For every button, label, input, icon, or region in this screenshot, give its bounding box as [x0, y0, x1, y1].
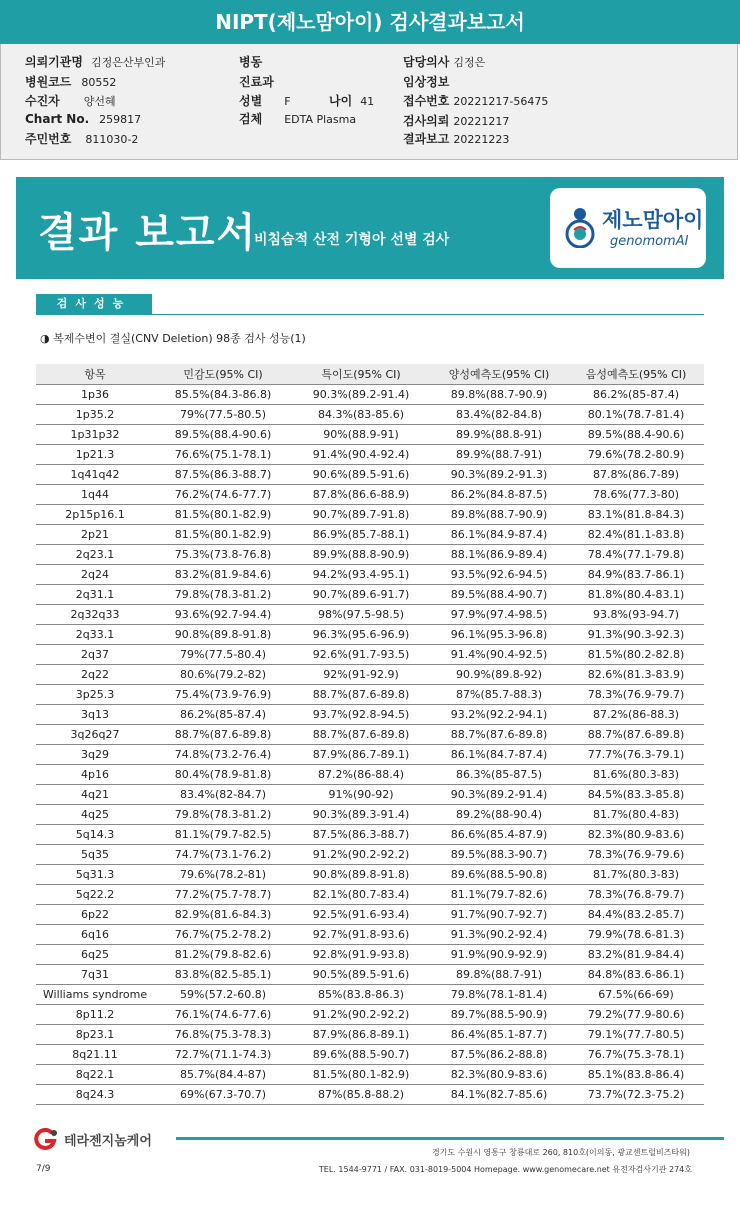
- cell-ppv: 90.3%(89.2-91.3): [430, 465, 568, 485]
- cell-npv: 79.9%(78.6-81.3): [568, 925, 704, 945]
- field-label: Chart No.: [25, 112, 90, 126]
- cell-sensitivity: 80.6%(79.2-82): [154, 665, 292, 685]
- field-value: 김정은: [453, 56, 486, 69]
- cell-npv: 78.3%(76.9-79.7): [568, 685, 704, 705]
- cell-specificity: 91.2%(90.2-92.2): [292, 845, 430, 865]
- cell-sensitivity: 74.8%(73.2-76.4): [154, 745, 292, 765]
- field-request-date: [403, 112, 509, 129]
- cell-npv: 88.7%(87.6-89.8): [568, 725, 704, 745]
- cell-npv: 84.4%(83.2-85.7): [568, 905, 704, 925]
- table-row: [36, 685, 704, 705]
- cell-ppv: 82.3%(80.9-83.6): [430, 1065, 568, 1085]
- cell-item: 1q44: [36, 485, 154, 505]
- cell-specificity: 92.8%(91.9-93.8): [292, 945, 430, 965]
- performance-table: [36, 364, 704, 1105]
- cell-sensitivity: 76.8%(75.3-78.3): [154, 1025, 292, 1045]
- cell-npv: 84.9%(83.7-86.1): [568, 565, 704, 585]
- banner-title: 결과 보고서: [38, 210, 258, 256]
- cell-npv: 81.6%(80.3-83): [568, 765, 704, 785]
- cell-ppv: 88.1%(86.9-89.4): [430, 545, 568, 565]
- cell-item: 8q22.1: [36, 1065, 154, 1085]
- cell-ppv: 93.2%(92.2-94.1): [430, 705, 568, 725]
- cell-sensitivity: 79.6%(78.2-81): [154, 865, 292, 885]
- table-row: [36, 425, 704, 445]
- cell-ppv: 90.9%(89.8-92): [430, 665, 568, 685]
- field-label: 담당의사: [403, 55, 450, 69]
- table-row: [36, 1025, 704, 1045]
- table-row: [36, 1065, 704, 1085]
- cell-npv: 76.7%(75.3-78.1): [568, 1045, 704, 1065]
- cell-npv: 83.2%(81.9-84.4): [568, 945, 704, 965]
- cell-sensitivity: 75.3%(73.8-76.8): [154, 545, 292, 565]
- cell-ppv: 86.6%(85.4-87.9): [430, 825, 568, 845]
- cell-specificity: 82.1%(80.7-83.4): [292, 885, 430, 905]
- cell-ppv: 90.3%(89.2-91.4): [430, 785, 568, 805]
- cell-specificity: 90%(88.9-91): [292, 425, 430, 445]
- cell-sensitivity: 87.5%(86.3-88.7): [154, 465, 292, 485]
- table-row: [36, 825, 704, 845]
- cell-ppv: 96.1%(95.3-96.8): [430, 625, 568, 645]
- col-header-npv: 음성예측도(95% CI): [568, 364, 704, 385]
- cell-ppv: 91.4%(90.4-92.5): [430, 645, 568, 665]
- cell-specificity: 87%(85.8-88.2): [292, 1085, 430, 1105]
- table-header-row: [36, 364, 704, 385]
- cell-item: 8q24.3: [36, 1085, 154, 1105]
- cell-sensitivity: 69%(67.3-70.7): [154, 1085, 292, 1105]
- table-row: [36, 445, 704, 465]
- cell-specificity: 94.2%(93.4-95.1): [292, 565, 430, 585]
- col-header-sensitivity: 민감도(95% CI): [154, 364, 292, 385]
- banner-subtitle: 비침습적 산전 기형아 선별 검사: [254, 232, 450, 248]
- cell-specificity: 90.3%(89.2-91.4): [292, 385, 430, 405]
- field-department: [239, 73, 282, 90]
- field-hospital-code: [25, 73, 116, 90]
- cell-specificity: 87.5%(86.3-88.7): [292, 825, 430, 845]
- report-title: NIPT(제노맘아이) 검사결과보고서: [0, 0, 740, 44]
- cell-ppv: 93.5%(92.6-94.5): [430, 565, 568, 585]
- page-number: 7/9: [36, 1164, 51, 1174]
- cell-npv: 78.4%(77.1-79.8): [568, 545, 704, 565]
- cell-item: 6q25: [36, 945, 154, 965]
- table-row: [36, 745, 704, 765]
- cell-item: 2p15p16.1: [36, 505, 154, 525]
- cell-item: 5q35: [36, 845, 154, 865]
- cell-item: 2p21: [36, 525, 154, 545]
- cell-specificity: 91%(90-92): [292, 785, 430, 805]
- g-logo-icon: [30, 1128, 60, 1150]
- cell-specificity: 89.9%(88.8-90.9): [292, 545, 430, 565]
- cell-item: 8q21.11: [36, 1045, 154, 1065]
- cell-specificity: 93.7%(92.8-94.5): [292, 705, 430, 725]
- table-row: [36, 585, 704, 605]
- field-value: 811030-2: [85, 133, 139, 146]
- cell-specificity: 90.7%(89.6-91.7): [292, 585, 430, 605]
- col-header-specificity: 특이도(95% CI): [292, 364, 430, 385]
- cell-specificity: 87.2%(86-88.4): [292, 765, 430, 785]
- cell-specificity: 92%(91-92.9): [292, 665, 430, 685]
- cell-sensitivity: 76.1%(74.6-77.6): [154, 1005, 292, 1025]
- cell-specificity: 92.6%(91.7-93.5): [292, 645, 430, 665]
- cell-item: 8p11.2: [36, 1005, 154, 1025]
- cell-ppv: 86.1%(84.9-87.4): [430, 525, 568, 545]
- table-row: [36, 1085, 704, 1105]
- cell-npv: 87.8%(86.7-89): [568, 465, 704, 485]
- cell-specificity: 86.9%(85.7-88.1): [292, 525, 430, 545]
- cell-item: 2q22: [36, 665, 154, 685]
- table-row: [36, 785, 704, 805]
- cell-npv: 84.5%(83.3-85.8): [568, 785, 704, 805]
- cell-item: 1p36: [36, 385, 154, 405]
- cell-npv: 81.7%(80.3-83): [568, 865, 704, 885]
- cell-item: 1p35.2: [36, 405, 154, 425]
- footer-address: 경기도 수원시 영통구 창룡대로 260, 810호(이의동, 광교센트럴비즈타워): [431, 1148, 690, 1157]
- cell-item: 5q14.3: [36, 825, 154, 845]
- field-value: 김정은산부인과: [90, 56, 166, 69]
- section-tab: 검사성능: [36, 294, 152, 314]
- field-institution: [25, 53, 165, 70]
- table-row: [36, 545, 704, 565]
- cell-specificity: 88.7%(87.6-89.8): [292, 685, 430, 705]
- table-body: [36, 385, 704, 1105]
- cell-sensitivity: 81.2%(79.8-82.6): [154, 945, 292, 965]
- field-label: 나이: [329, 94, 353, 108]
- cell-sensitivity: 93.6%(92.7-94.4): [154, 605, 292, 625]
- cell-specificity: 91.4%(90.4-92.4): [292, 445, 430, 465]
- cell-ppv: 89.8%(88.7-91): [430, 965, 568, 985]
- cell-item: 7q31: [36, 965, 154, 985]
- table-row: [36, 405, 704, 425]
- cell-sensitivity: 81.5%(80.1-82.9): [154, 525, 292, 545]
- cell-sensitivity: 72.7%(71.1-74.3): [154, 1045, 292, 1065]
- footer-contact: TEL. 1544-9771 / FAX. 031-8019-5004 Homepage. www.genomecare.net 유전자검사기관 274호: [318, 1165, 692, 1174]
- cell-ppv: 91.7%(90.7-92.7): [430, 905, 568, 925]
- cell-ppv: 89.7%(88.5-90.9): [430, 1005, 568, 1025]
- field-value: 양선혜: [83, 95, 116, 108]
- cell-ppv: 91.3%(90.2-92.4): [430, 925, 568, 945]
- cell-npv: 81.8%(80.4-83.1): [568, 585, 704, 605]
- cell-sensitivity: 81.5%(80.1-82.9): [154, 505, 292, 525]
- cell-ppv: 89.5%(88.4-90.7): [430, 585, 568, 605]
- cell-sensitivity: 81.1%(79.7-82.5): [154, 825, 292, 845]
- patient-info-panel: [0, 44, 738, 160]
- cell-sensitivity: 76.7%(75.2-78.2): [154, 925, 292, 945]
- cell-item: 6p22: [36, 905, 154, 925]
- table-row: [36, 485, 704, 505]
- field-value: 20221217: [453, 115, 510, 128]
- cell-specificity: 89.6%(88.5-90.7): [292, 1045, 430, 1065]
- cell-npv: 67.5%(66-69): [568, 985, 704, 1005]
- cell-npv: 91.3%(90.3-92.3): [568, 625, 704, 645]
- table-row: [36, 665, 704, 685]
- cell-specificity: 90.3%(89.3-91.4): [292, 805, 430, 825]
- field-label: 검사의뢰: [403, 114, 450, 128]
- table-row: [36, 805, 704, 825]
- table-row: [36, 605, 704, 625]
- col-header-ppv: 양성예측도(95% CI): [430, 364, 568, 385]
- cell-sensitivity: 83.4%(82-84.7): [154, 785, 292, 805]
- logo-sub: genomomAI: [610, 234, 689, 249]
- cell-ppv: 89.2%(88-90.4): [430, 805, 568, 825]
- cell-specificity: 91.2%(90.2-92.2): [292, 1005, 430, 1025]
- cell-sensitivity: 79.8%(78.3-81.2): [154, 585, 292, 605]
- cell-specificity: 81.5%(80.1-82.9): [292, 1065, 430, 1085]
- cell-specificity: 92.5%(91.6-93.4): [292, 905, 430, 925]
- cell-item: 3p25.3: [36, 685, 154, 705]
- field-label: 주민번호: [25, 132, 72, 146]
- field-value: 20221217-56475: [453, 95, 549, 108]
- cell-sensitivity: 86.2%(85-87.4): [154, 705, 292, 725]
- cell-ppv: 86.2%(84.8-87.5): [430, 485, 568, 505]
- field-label: 검체: [239, 112, 263, 126]
- field-value: 80552: [81, 76, 117, 89]
- cell-npv: 85.1%(83.8-86.4): [568, 1065, 704, 1085]
- table-row: [36, 885, 704, 905]
- cell-ppv: 89.8%(88.7-90.9): [430, 385, 568, 405]
- table-row: [36, 565, 704, 585]
- table-row: [36, 1045, 704, 1065]
- company-name: 테라젠지놈케어: [64, 1134, 152, 1149]
- cell-npv: 79.6%(78.2-80.9): [568, 445, 704, 465]
- cell-specificity: 88.7%(87.6-89.8): [292, 725, 430, 745]
- col-header-item: 항목: [36, 364, 154, 385]
- cell-item: 4q25: [36, 805, 154, 825]
- cell-sensitivity: 85.7%(84.4-87): [154, 1065, 292, 1085]
- table-row: [36, 705, 704, 725]
- cell-ppv: 89.8%(88.7-90.9): [430, 505, 568, 525]
- cell-npv: 87.2%(86-88.3): [568, 705, 704, 725]
- field-value: 20221223: [453, 133, 510, 146]
- cell-npv: 93.8%(93-94.7): [568, 605, 704, 625]
- cell-npv: 78.3%(76.8-79.7): [568, 885, 704, 905]
- field-value: 259817: [99, 113, 142, 126]
- cell-npv: 89.5%(88.4-90.6): [568, 425, 704, 445]
- cell-npv: 84.8%(83.6-86.1): [568, 965, 704, 985]
- cell-ppv: 87.5%(86.2-88.8): [430, 1045, 568, 1065]
- field-label: 병원코드: [25, 75, 72, 89]
- table-row: [36, 925, 704, 945]
- cell-ppv: 83.4%(82-84.8): [430, 405, 568, 425]
- cell-npv: 82.6%(81.3-83.9): [568, 665, 704, 685]
- cell-ppv: 88.7%(87.6-89.8): [430, 725, 568, 745]
- result-banner: [16, 177, 724, 279]
- cell-sensitivity: 77.2%(75.7-78.7): [154, 885, 292, 905]
- field-label: 결과보고: [403, 132, 450, 146]
- cell-item: 3q13: [36, 705, 154, 725]
- cell-item: 6q16: [36, 925, 154, 945]
- table-row: [36, 965, 704, 985]
- field-doctor: [403, 53, 485, 70]
- cell-ppv: 89.6%(88.5-90.8): [430, 865, 568, 885]
- cell-npv: 82.3%(80.9-83.6): [568, 825, 704, 845]
- field-value: 41: [360, 95, 375, 108]
- table-row: [36, 985, 704, 1005]
- cell-npv: 77.7%(76.3-79.1): [568, 745, 704, 765]
- cell-sensitivity: 79%(77.5-80.4): [154, 645, 292, 665]
- field-specimen: [239, 110, 356, 127]
- cell-sensitivity: 83.8%(82.5-85.1): [154, 965, 292, 985]
- cell-ppv: 87%(85.7-88.3): [430, 685, 568, 705]
- table-row: [36, 845, 704, 865]
- table-caption: ◑ 복제수변이 결실(CNV Deletion) 98종 검사 성능(1): [40, 332, 306, 345]
- cell-ppv: 81.1%(79.7-82.6): [430, 885, 568, 905]
- field-chart-no: [25, 112, 141, 126]
- cell-sensitivity: 59%(57.2-60.8): [154, 985, 292, 1005]
- footer-divider: [176, 1137, 724, 1140]
- table-row: [36, 765, 704, 785]
- table-row: [36, 525, 704, 545]
- cell-sensitivity: 79%(77.5-80.5): [154, 405, 292, 425]
- cell-sensitivity: 75.4%(73.9-76.9): [154, 685, 292, 705]
- cell-specificity: 90.7%(89.7-91.8): [292, 505, 430, 525]
- cell-specificity: 98%(97.5-98.5): [292, 605, 430, 625]
- field-label: 의뢰기관명: [25, 55, 83, 69]
- cell-npv: 73.7%(72.3-75.2): [568, 1085, 704, 1105]
- table-row: [36, 505, 704, 525]
- cell-sensitivity: 88.7%(87.6-89.8): [154, 725, 292, 745]
- cell-specificity: 90.6%(89.5-91.6): [292, 465, 430, 485]
- cell-npv: 82.4%(81.1-83.8): [568, 525, 704, 545]
- table-row: [36, 465, 704, 485]
- genomom-logo: [550, 188, 706, 268]
- cell-ppv: 86.1%(84.7-87.4): [430, 745, 568, 765]
- field-clinical-info: [403, 73, 457, 90]
- cell-item: 1p31p32: [36, 425, 154, 445]
- table-row: [36, 725, 704, 745]
- cell-npv: 81.5%(80.2-82.8): [568, 645, 704, 665]
- cell-item: 2q32q33: [36, 605, 154, 625]
- cell-specificity: 96.3%(95.6-96.9): [292, 625, 430, 645]
- field-label: 수진자: [25, 94, 60, 108]
- cell-ppv: 86.4%(85.1-87.7): [430, 1025, 568, 1045]
- cell-npv: 81.7%(80.4-83): [568, 805, 704, 825]
- cell-ppv: 86.3%(85-87.5): [430, 765, 568, 785]
- cell-sensitivity: 83.2%(81.9-84.6): [154, 565, 292, 585]
- section-divider: [36, 314, 704, 315]
- cell-item: 3q26q27: [36, 725, 154, 745]
- table-row: [36, 945, 704, 965]
- table-row: [36, 645, 704, 665]
- cell-item: 3q29: [36, 745, 154, 765]
- field-resident-no: [25, 130, 138, 147]
- table-row: [36, 625, 704, 645]
- table-row: [36, 385, 704, 405]
- cell-item: 4q21: [36, 785, 154, 805]
- cell-ppv: 97.9%(97.4-98.5): [430, 605, 568, 625]
- cell-ppv: 89.9%(88.7-91): [430, 445, 568, 465]
- cell-npv: 83.1%(81.8-84.3): [568, 505, 704, 525]
- cell-npv: 78.6%(77.3-80): [568, 485, 704, 505]
- cell-item: 1q41q42: [36, 465, 154, 485]
- cell-item: 2q33.1: [36, 625, 154, 645]
- cell-item: 5q31.3: [36, 865, 154, 885]
- field-age: [329, 92, 374, 109]
- cell-ppv: 89.9%(88.8-91): [430, 425, 568, 445]
- cell-item: 1p21.3: [36, 445, 154, 465]
- baby-in-circle-icon: [564, 206, 596, 248]
- cell-item: 5q22.2: [36, 885, 154, 905]
- cell-item: 2q23.1: [36, 545, 154, 565]
- field-patient: [25, 92, 116, 109]
- table-row: [36, 865, 704, 885]
- field-label: 진료과: [239, 75, 274, 89]
- cell-sensitivity: 79.8%(78.3-81.2): [154, 805, 292, 825]
- field-value: EDTA Plasma: [284, 113, 357, 126]
- table-row: [36, 1005, 704, 1025]
- cell-specificity: 87.9%(86.7-89.1): [292, 745, 430, 765]
- cell-sensitivity: 85.5%(84.3-86.8): [154, 385, 292, 405]
- cell-npv: 80.1%(78.7-81.4): [568, 405, 704, 425]
- cell-specificity: 90.5%(89.5-91.6): [292, 965, 430, 985]
- cell-sensitivity: 82.9%(81.6-84.3): [154, 905, 292, 925]
- field-label: 접수번호: [403, 94, 450, 108]
- field-value: F: [284, 95, 291, 108]
- cell-specificity: 90.8%(89.8-91.8): [292, 865, 430, 885]
- field-ward: [239, 53, 270, 70]
- cell-ppv: 91.9%(90.9-92.9): [430, 945, 568, 965]
- cell-specificity: 84.3%(83-85.6): [292, 405, 430, 425]
- cell-ppv: 89.5%(88.3-90.7): [430, 845, 568, 865]
- cell-specificity: 87.8%(86.6-88.9): [292, 485, 430, 505]
- cell-item: 8p23.1: [36, 1025, 154, 1045]
- cell-item: Williams syndrome: [36, 985, 154, 1005]
- cell-item: 2q31.1: [36, 585, 154, 605]
- field-label: 성별: [239, 94, 263, 108]
- field-report-date: [403, 130, 509, 147]
- cell-item: 4p16: [36, 765, 154, 785]
- cell-specificity: 85%(83.8-86.3): [292, 985, 430, 1005]
- cell-ppv: 84.1%(82.7-85.6): [430, 1085, 568, 1105]
- field-label: 병동: [239, 55, 263, 69]
- field-label: 임상정보: [403, 75, 450, 89]
- cell-item: 2q24: [36, 565, 154, 585]
- cell-npv: 78.3%(76.9-79.6): [568, 845, 704, 865]
- cell-specificity: 92.7%(91.8-93.6): [292, 925, 430, 945]
- cell-sensitivity: 76.2%(74.6-77.7): [154, 485, 292, 505]
- cell-npv: 79.1%(77.7-80.5): [568, 1025, 704, 1045]
- table-row: [36, 905, 704, 925]
- cell-sensitivity: 74.7%(73.1-76.2): [154, 845, 292, 865]
- cell-item: 2q37: [36, 645, 154, 665]
- cell-sensitivity: 90.8%(89.8-91.8): [154, 625, 292, 645]
- field-sex: [239, 92, 291, 109]
- cell-ppv: 79.8%(78.1-81.4): [430, 985, 568, 1005]
- cell-sensitivity: 76.6%(75.1-78.1): [154, 445, 292, 465]
- cell-specificity: 87.9%(86.8-89.1): [292, 1025, 430, 1045]
- cell-sensitivity: 89.5%(88.4-90.6): [154, 425, 292, 445]
- logo-name: 제노맘아이: [602, 208, 704, 232]
- cell-npv: 79.2%(77.9-80.6): [568, 1005, 704, 1025]
- cell-sensitivity: 80.4%(78.9-81.8): [154, 765, 292, 785]
- field-receipt-no: [403, 92, 548, 109]
- cell-npv: 86.2%(85-87.4): [568, 385, 704, 405]
